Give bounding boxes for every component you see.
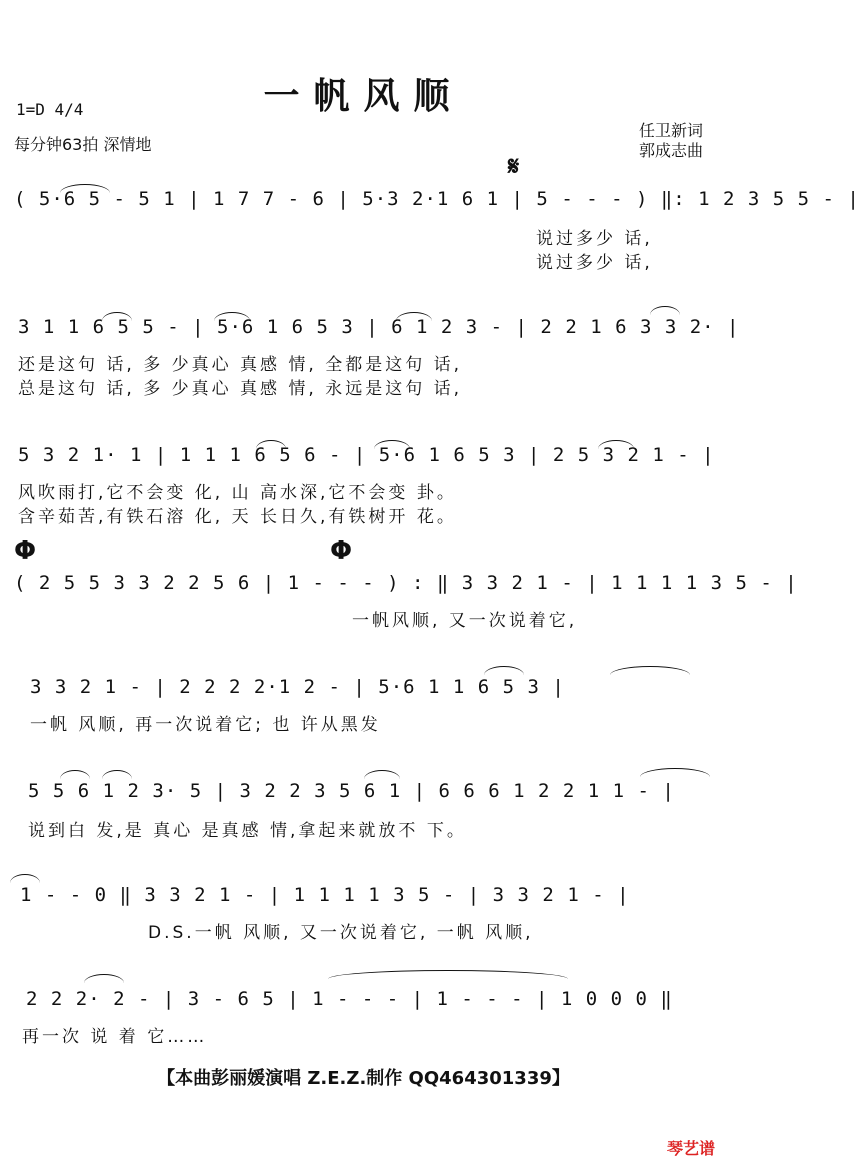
notation-line-2: 3 1 1 6 5 5 - | 5·6 1 6 5 3 | 6 1 2 3 - | 2 2 1 6 3 3 2· | [18,316,740,338]
lyric-line-4: 一帆风顺, 又一次说着它, [352,611,578,631]
lyric-line-5: 一帆 风顺, 再一次说着它; 也 许从黑发 [30,715,381,735]
notation-line-3: 5 3 2 1· 1 | 1 1 1 6 5 6 - | 5·6 1 6 5 3 | 2 5 3 2 1 - | [18,444,715,466]
lyric-line-3a: 风吹雨打,它不会变 化, 山 高水深,它不会变 卦。 [18,483,457,503]
notation-line-1: ( 5·6 5 - 5 1 | 1 7 7 - 6 | 5·3 2·1 6 1 | 5 - - - ) ‖: 1 2 3 5 5 - | [14,188,860,210]
lyric-line-6: 说到白 发,是 真心 是真感 情,拿起来就放不 下。 [28,821,467,841]
song-title: 一帆风顺 [263,76,464,117]
coda-mark-1: Φ [14,536,37,566]
coda-mark-2: Φ [330,536,353,566]
site-logo: 琴艺谱 [666,1139,715,1158]
lyric-line-1b: 说过多少 话, [536,253,653,273]
tempo-marking: 每分钟63拍 深情地 [14,135,152,154]
key-signature: 1=D 4/4 [16,100,84,119]
notation-line-5: 3 3 2 1 - | 2 2 2 2·1 2 - | 5·6 1 1 6 5 3 | [30,676,565,698]
lyric-line-8: 再一次 说 着 它…… [22,1027,208,1047]
lyricist-credit: 任卫新词 [638,121,703,140]
notation-line-7: 1 - - 0 ‖ 3 3 2 1 - | 1 1 1 1 3 5 - | 3 3 2 1 - | [20,884,630,906]
notation-line-8: 2 2 2· 2 - | 3 - 6 5 | 1 - - - | 1 - - - | 1 0 0 0 ‖ [26,988,673,1010]
lyric-line-7: D.S.一帆 风顺, 又一次说着它, 一帆 风顺, [148,923,534,943]
lyric-line-2a: 还是这句 话, 多 少真心 真感 情, 全都是这句 话, [18,355,463,375]
lyric-line-1a: 说过多少 话, [536,229,653,249]
lyric-line-2b: 总是这句 话, 多 少真心 真感 情, 永远是这句 话, [18,379,463,399]
segno-mark: 𝄋 [508,152,520,182]
composer-credit: 郭成志曲 [638,141,703,160]
footer-credit: 【本曲彭丽媛演唱 Z.E.Z.制作 QQ464301339】 [157,1068,570,1089]
lyric-line-3b: 含辛茹苦,有铁石溶 化, 天 长日久,有铁树开 花。 [18,507,457,527]
notation-line-4: ( 2 5 5 3 3 2 2 5 6 | 1 - - - ) : ‖ 3 3 2 1 - | 1 1 1 1 3 5 - | [14,572,798,594]
notation-line-6: 5 5 6 1 2 3· 5 | 3 2 2 3 5 6 1 | 6 6 6 1 2 2 1 1 - | [28,780,675,802]
